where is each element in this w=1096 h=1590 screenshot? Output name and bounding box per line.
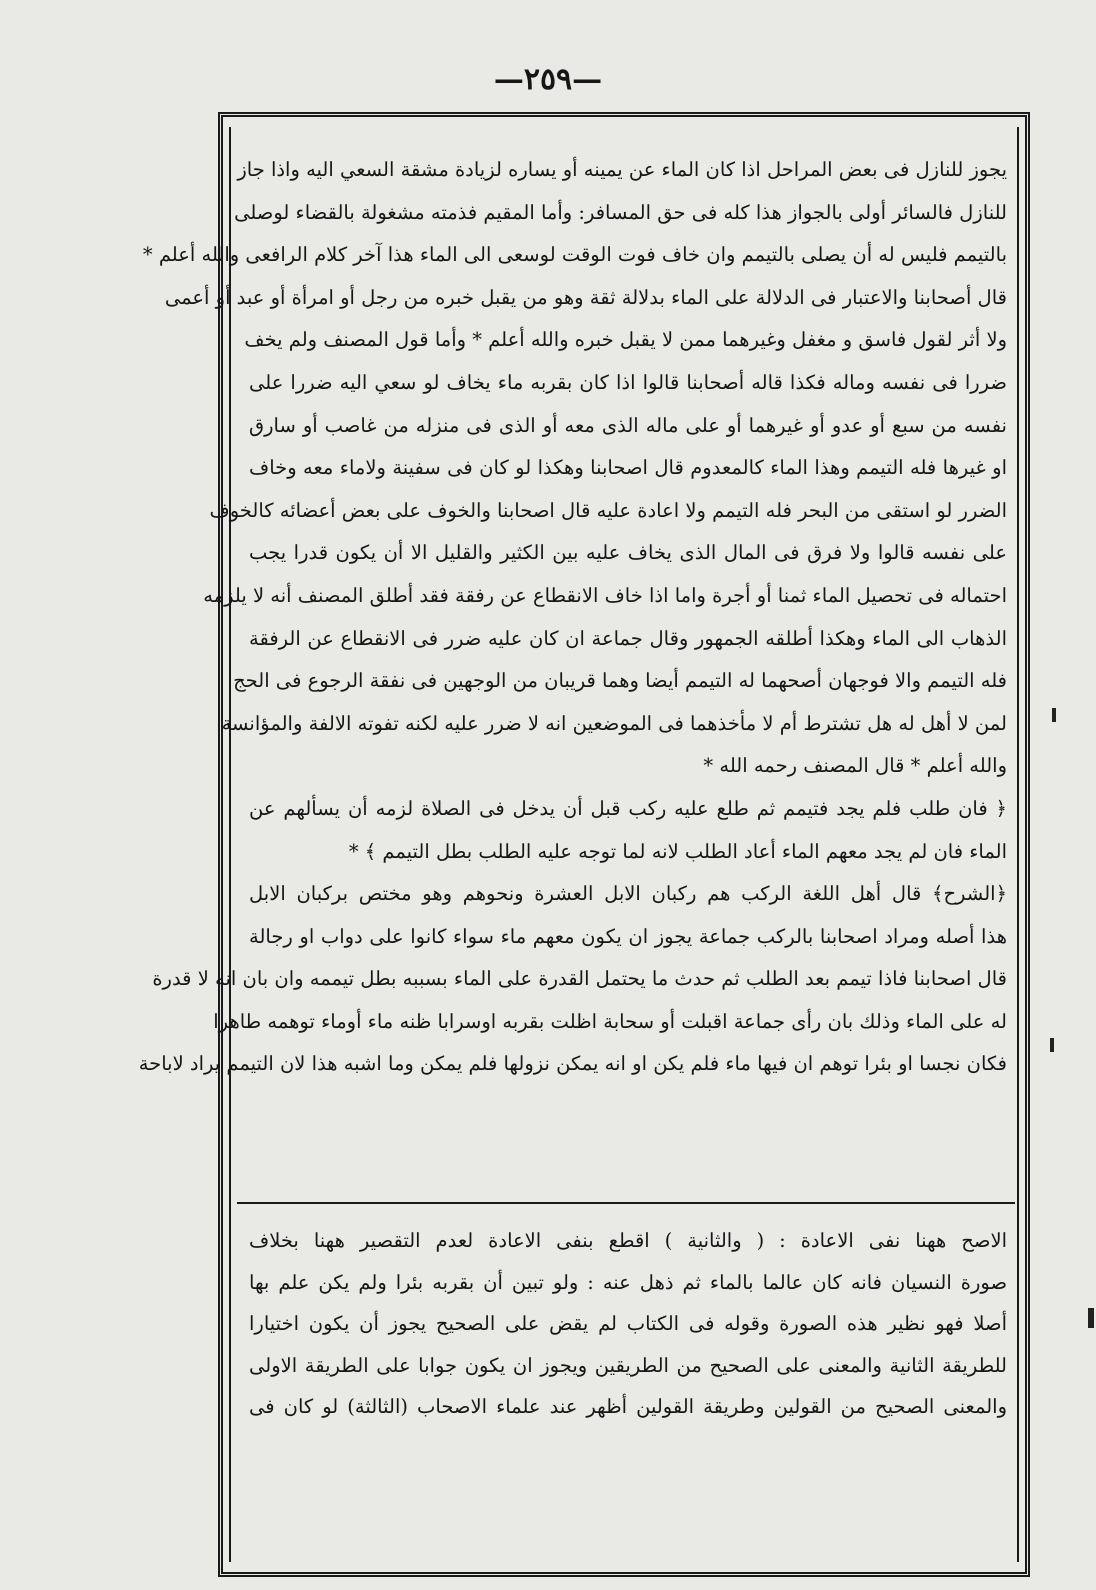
main-text-line: فله التيمم والا فوجهان أصحهما له التيمم أيضا وهما قريبان من الوجهين فى نفقة الرجوع فى الحج	[233, 669, 1007, 693]
footnote-line: للطريقة الثانية والمعنى على الصحيح من الطريقين ويجوز ان يكون جوابا على الطريقة الاولى	[249, 1353, 1007, 1377]
main-text-line: الماء فان لم يجد معهم الماء أعاد الطلب لانه لما توجه عليه الطلب بطل التيمم ﴾ *	[348, 839, 1007, 863]
frame-rule-left	[229, 127, 231, 1562]
main-text-line: ﴿الشرح﴾ قال أهل اللغة الركب هم ركبان الابل العشرة ونحوهم وهو مختص بركبان الابل	[249, 882, 1007, 906]
main-text-line: ولا أثر لقول فاسق و مغفل وغيرهما ممن لا يقبل خبره والله أعلم * وأما قول المصنف ولم يخف	[244, 328, 1007, 352]
footnotes	[249, 1220, 1007, 1428]
footnote-line: صورة النسيان فانه كان عالما بالماء ثم ذهل عنه : ولو تبين أن بقربه بئرا ولم يكن علم بها	[249, 1270, 1007, 1294]
page-number: —٢٥٩—	[493, 62, 603, 97]
main-text-line: لمن لا أهل له هل تشترط أم لا مأخذهما فى الموضعين انه لا ضرر عليه لكنه تفوته الالفة والمؤانسة	[221, 711, 1007, 735]
main-text-line: الضرر لو استقى من البحر فله التيمم ولا اعادة عليه قال اصحابنا والخوف على بعض أعضائه كالخوف	[209, 498, 1007, 522]
main-text-line: فكان نجسا او بئرا توهم ان فيها ماء فلم يكن او انه يمكن نزولها فلم يمكن وما اشبه هذا لان التيمم يراد لاباحة	[138, 1052, 1007, 1076]
main-text-line: على نفسه قالوا ولا فرق فى المال الذى يخاف عليه بين الكثير والقليل الا أن يكون قدرا يجب	[249, 541, 1007, 565]
page-frame	[138, 112, 1030, 1577]
margin-mark	[1050, 1038, 1054, 1052]
footnote-line: والمعنى الصحيح من القولين وطريقة القولين أظهر عند علماء الاصحاب (الثالثة) لو كان فى	[249, 1395, 1007, 1418]
main-text-line: او غيرها فله التيمم وهذا الماء كالمعدوم قال اصحابنا وهكذا لو كان فى سفينة ولاماء معه وخاف	[249, 456, 1007, 480]
main-text-line: للنازل فالسائر أولى بالجواز هذا كله فى حق المسافر: وأما المقيم فذمته مشغولة بالقضاء لوصلى	[234, 200, 1007, 224]
main-text-line: له على الماء وذلك بان رأى جماعة اقبلت أو سحابة اظلت بقربه اوسرابا ظنه ماء أوماء توهمه طاهرا	[213, 1009, 1007, 1033]
main-text-line: الذهاب الى الماء وهكذا أطلقه الجمهور وقال جماعة ان كان عليه ضرر فى الانقطاع عن الرفقة	[249, 626, 1007, 650]
main-text-line: هذا أصله ومراد اصحابنا بالركب جماعة يجوز ان يكون معهم ماء سواء كانوا على دواب او رجالة	[249, 924, 1007, 948]
main-text-line: قال اصحابنا فاذا تيمم بعد الطلب ثم حدث ما يحتمل القدرة على الماء بسببه بطل تيممه وان بان انه لا قدرة	[152, 967, 1007, 991]
main-text-line: بالتيمم فليس له أن يصلى بالتيمم وان خاف فوت الوقت لوسعى الى الماء هذا آخر كلام الرافعى والله أعلم *	[142, 243, 1007, 267]
main-text-line: والله أعلم * قال المصنف رحمه الله *	[703, 754, 1007, 778]
main-text	[138, 149, 1007, 1086]
main-text-line: احتماله فى تحصيل الماء ثمنا أو أجرة واما اذا خاف الانقطاع عن رفقة فقد أطلق المصنف أنه لا يلزمه	[203, 583, 1007, 607]
main-text-line: ﴿ فان طلب فلم يجد فتيمم ثم طلع عليه ركب قبل أن يدخل فى الصلاة لزمه أن يسألهم عن	[249, 796, 1007, 820]
main-text-line: يجوز للنازل فى بعض المراحل اذا كان الماء عن يمينه أو يساره لزيادة مشقة السعي اليه واذا جاز	[237, 158, 1007, 181]
footnote-line: أصلا فهو نظير هذه الصورة وقوله فى الكتاب لم يقض على الصحيح يجوز أن يكون اختيارا	[249, 1312, 1007, 1335]
main-text-line: ضررا فى نفسه وماله فكذا قاله أصحابنا قالوا اذا كان بقربه ماء يخاف لو سعي اليه ضررا على	[249, 370, 1007, 394]
footnote-line: الاصح ههنا نفى الاعادة : ( والثانية ) اقطع بنفى الاعادة لعدم التقصير ههنا بخلاف	[249, 1229, 1007, 1252]
margin-mark	[1052, 708, 1056, 722]
notes-divider	[237, 1202, 1015, 1204]
margin-mark	[1088, 1308, 1094, 1328]
main-text-line: قال أصحابنا والاعتبار فى الدلالة على الماء بدلالة ثقة وهو من يقبل خبره من رجل أو امرأة أو عبد أو أعمى	[164, 285, 1007, 309]
main-text-line: نفسه من سبع أو عدو أو غيرهما أو على ماله الذى معه أو الذى فى منزله من غاصب أو سارق	[249, 413, 1007, 437]
frame-rule-right	[1017, 127, 1019, 1562]
